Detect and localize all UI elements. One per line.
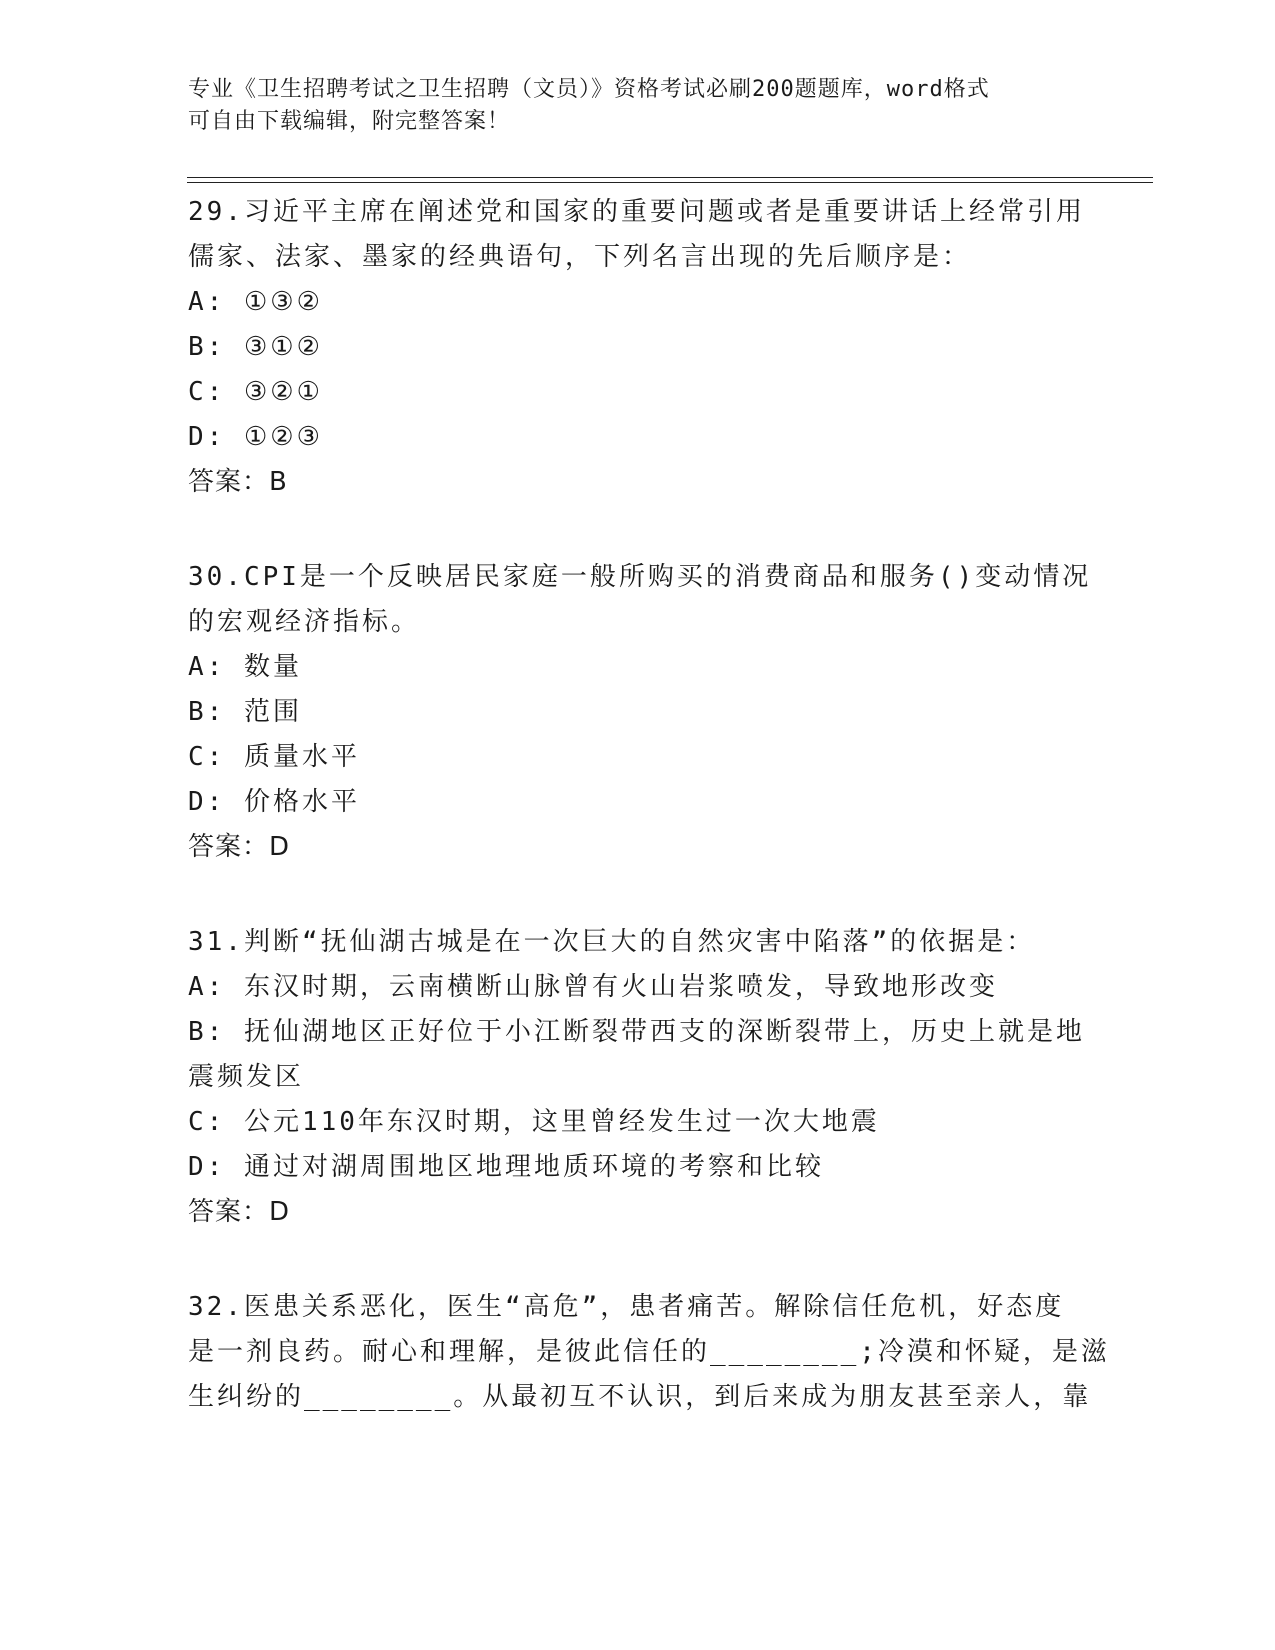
answer-line: 答案：B (188, 467, 288, 497)
option-a: A: ①③② (188, 287, 323, 317)
answer-line: 答案：D (188, 832, 291, 862)
question-stem-line: 的宏观经济指标。 (188, 607, 421, 637)
question-stem-line: 生纠纷的________。从最初互不认识，到后来成为朋友甚至亲人，靠 (188, 1382, 1092, 1412)
spacer (188, 870, 1088, 920)
option-c: C: ③②① (188, 377, 323, 407)
question-31 (188, 920, 1088, 1235)
question-stem-line: 是一剂良药。耐心和理解，是彼此信任的________;冷漠和怀疑，是滋 (188, 1337, 1110, 1367)
option-a: A: 数量 (188, 652, 302, 682)
option-a: A: 东汉时期，云南横断山脉曾有火山岩浆喷发，导致地形改变 (188, 972, 998, 1002)
option-d: D: ①②③ (188, 422, 323, 452)
question-30 (188, 555, 1092, 870)
question-list (188, 190, 1110, 1420)
question-32 (188, 1285, 1110, 1420)
question-stem-line: 30.CPI是一个反映居民家庭一般所购买的消费商品和服务()变动情况 (188, 562, 1092, 592)
option-d: D: 价格水平 (188, 787, 360, 817)
header-line-1: 专业《卫生招聘考试之卫生招聘（文员）》资格考试必刷200题题库，word格式 (188, 77, 990, 102)
header-divider-top (187, 177, 1153, 178)
header-divider-bottom (187, 182, 1153, 183)
option-b: B: ③①② (188, 332, 323, 362)
spacer (188, 505, 1088, 555)
option-c: C: 公元110年东汉时期，这里曾经发生过一次大地震 (188, 1107, 880, 1137)
option-d: D: 通过对湖周围地区地理地质环境的考察和比较 (188, 1152, 824, 1182)
question-29 (188, 190, 1088, 505)
document-header (188, 74, 1088, 138)
option-c: C: 质量水平 (188, 742, 360, 772)
answer-line: 答案：D (188, 1197, 291, 1227)
question-stem-line: 29.习近平主席在阐述党和国家的重要问题或者是重要讲话上经常引用 (188, 197, 1085, 227)
question-stem-line: 32.医患关系恶化，医生“高危”，患者痛苦。解除信任危机，好态度 (188, 1292, 1065, 1322)
spacer (188, 1235, 1088, 1285)
question-stem-line: 31.判断“抚仙湖古城是在一次巨大的自然灾害中陷落”的依据是： (188, 927, 1036, 957)
header-line-2: 可自由下载编辑，附完整答案！ (188, 109, 511, 134)
option-b-continued: 震频发区 (188, 1062, 305, 1092)
option-b: B: 抚仙湖地区正好位于小江断裂带西支的深断裂带上，历史上就是地 (188, 1017, 1085, 1047)
option-b: B: 范围 (188, 697, 302, 727)
question-stem-line: 儒家、法家、墨家的经典语句，下列名言出现的先后顺序是： (188, 242, 972, 272)
